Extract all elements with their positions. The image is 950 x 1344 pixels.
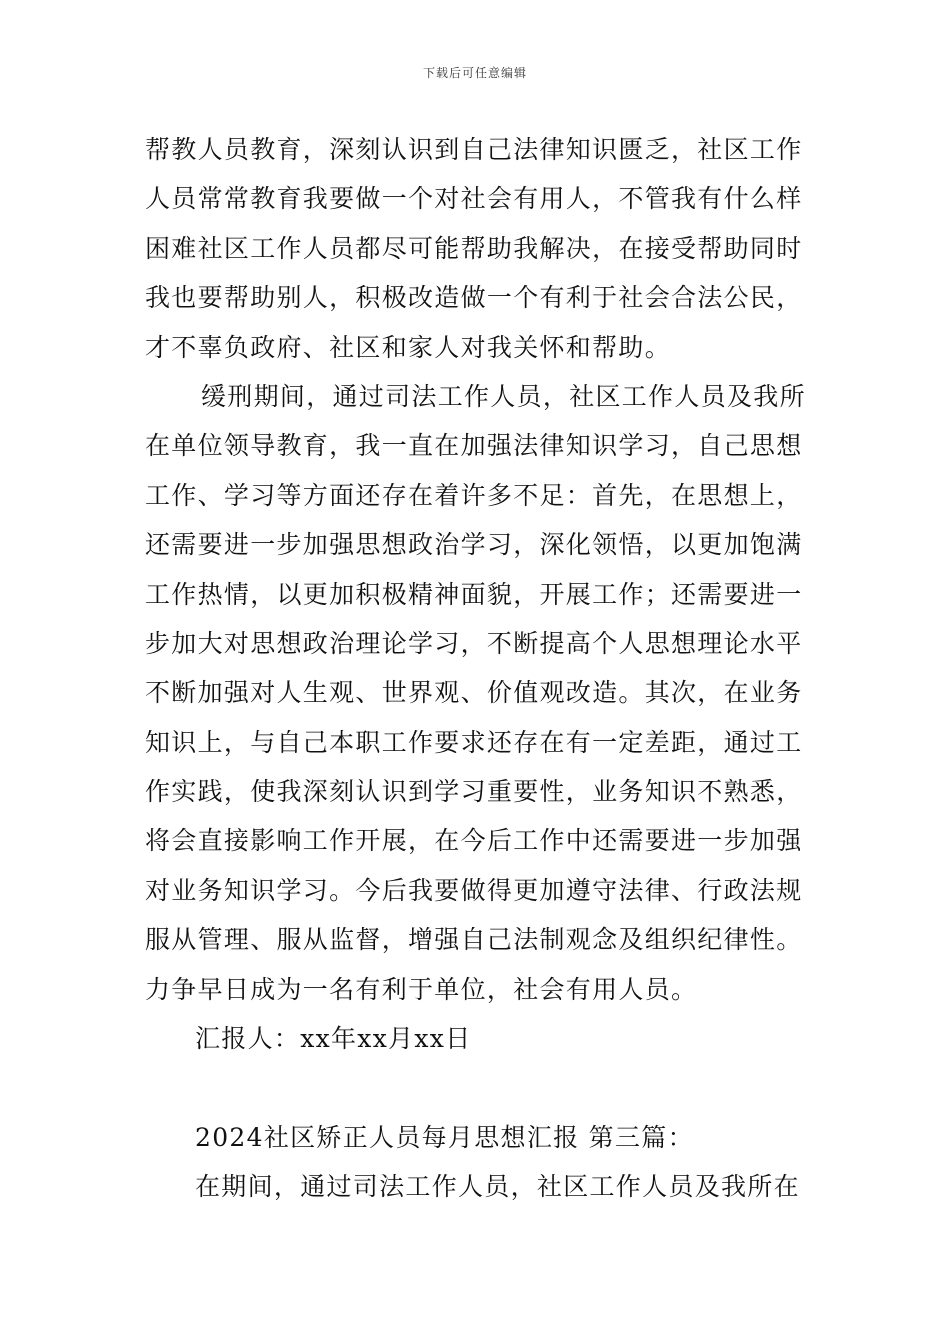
- section-heading: 2024社区矫正人员每月思想汇报 第三篇：: [195, 1122, 694, 1152]
- text-line: 作实践，使我深刻认识到学习重要性，业务知识不熟悉，: [145, 777, 803, 807]
- paragraph-start-line: 缓刑期间，通过司法工作人员，社区工作人员及我所: [201, 381, 806, 411]
- text-line: 我也要帮助别人，积极改造做一个有利于社会合法公民，: [145, 283, 803, 313]
- text-line: 工作、学习等方面还存在着许多不足：首先，在思想上，: [145, 480, 803, 510]
- paragraph-start-line: 在期间，通过司法工作人员，社区工作人员及我所在: [195, 1172, 800, 1202]
- text-line: 人员常常教育我要做一个对社会有用人，不管我有什么样: [145, 184, 803, 214]
- blank-gap: [145, 1063, 810, 1112]
- text-line: 困难社区工作人员都尽可能帮助我解决，在接受帮助同时: [145, 233, 803, 263]
- text-line: 对业务知识学习。今后我要做得更加遵守法律、行政法规: [145, 875, 803, 905]
- signature-line: 汇报人：xx年xx月xx日: [195, 1024, 472, 1054]
- text-line: 不断加强对人生观、世界观、价值观改造。其次，在业务: [145, 678, 803, 708]
- text-line: 知识上，与自己本职工作要求还存在有一定差距，通过工: [145, 727, 803, 757]
- text-line: 工作热情，以更加积极精神面貌，开展工作；还需要进一: [145, 579, 803, 609]
- text-line: 力争早日成为一名有利于单位，社会有用人员。: [145, 974, 698, 1004]
- text-line: 帮教人员教育，深刻认识到自己法律知识匮乏，社区工作: [145, 135, 803, 164]
- text-line: 还需要进一步加强思想政治学习，深化领悟，以更加饱满: [145, 530, 803, 560]
- text-line: 才不辜负政府、社区和家人对我关怀和帮助。: [145, 332, 672, 362]
- text-line: 将会直接影响工作开展，在今后工作中还需要进一步加强: [145, 826, 803, 856]
- text-line: 服从管理、服从监督，增强自己法制观念及组织纪律性。: [145, 925, 803, 955]
- text-line: 步加大对思想政治理论学习，不断提高个人思想理论水平: [145, 628, 803, 658]
- document-body: [145, 125, 810, 1212]
- text-line: 在单位领导教育，我一直在加强法律知识学习，自己思想: [145, 431, 803, 461]
- page-header-note: 下载后可任意编辑: [422, 66, 527, 80]
